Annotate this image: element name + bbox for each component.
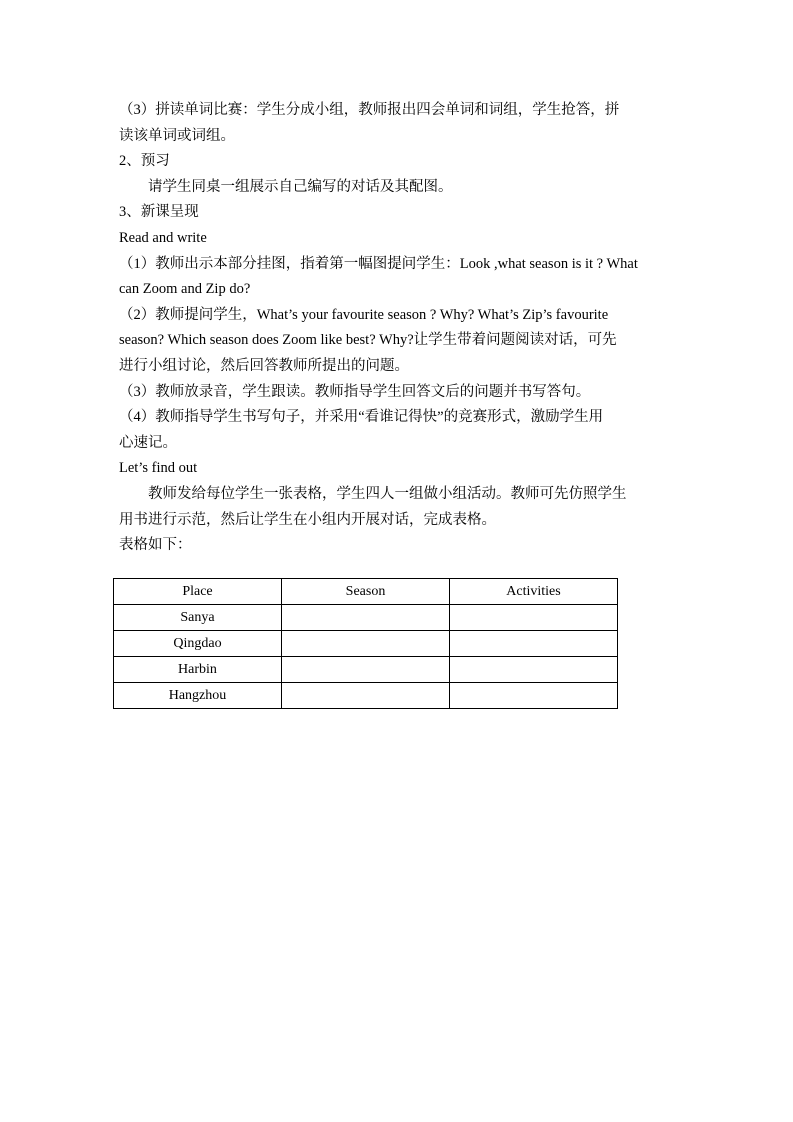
cell-season: [282, 657, 450, 683]
activity-table-wrapper: [113, 578, 618, 709]
cell-place: Harbin: [114, 657, 282, 683]
text-line-7: （1）教师出示本部分挂图，指着第一幅图提问学生：Look ,what season is it ? What: [119, 255, 638, 272]
table-header-row: [114, 579, 618, 605]
cell-activities: [450, 631, 618, 657]
cell-season: [282, 683, 450, 709]
text-line-17: 用书进行示范，然后让学生在小组内开展对话，完成表格。: [119, 511, 496, 528]
text-line-13: （4）教师指导学生书写句子，并采用“看谁记得快”的竞赛形式，激励学生用: [119, 409, 604, 426]
header-place: Place: [114, 579, 282, 605]
text-line-9: （2）教师提问学生，What’s your favourite season ? Why? What’s Zip’s favourite: [119, 306, 609, 323]
table-row: [114, 605, 618, 631]
cell-activities: [450, 605, 618, 631]
text-line-10: season? Which season does Zoom like best? Why?让学生带着问题阅读对话，可先: [119, 332, 617, 349]
cell-activities: [450, 683, 618, 709]
section-heading-new-lesson: 3、新课呈现: [119, 204, 199, 221]
table-row: [114, 631, 618, 657]
text-line-8: can Zoom and Zip do?: [119, 281, 251, 298]
text-line-18: 表格如下：: [119, 537, 192, 554]
cell-place: Hangzhou: [114, 683, 282, 709]
table-row: [114, 657, 618, 683]
text-line-1: （3）拼读单词比赛：学生分成小组，教师报出四会单词和词组，学生抢答，拼: [119, 102, 620, 118]
header-season: Season: [282, 579, 450, 605]
cell-place: Qingdao: [114, 631, 282, 657]
lesson-text: [119, 98, 675, 559]
text-line-11: 进行小组讨论，然后回答教师所提出的问题。: [119, 357, 409, 374]
text-line-14: 心速记。: [119, 434, 177, 451]
text-line-12: （3）教师放录音，学生跟读。教师指导学生回答文后的问题并书写答句。: [119, 383, 591, 400]
table-row: [114, 683, 618, 709]
cell-season: [282, 605, 450, 631]
subheading-read-and-write: Read and write: [119, 229, 207, 246]
cell-season: [282, 631, 450, 657]
text-line-16: 教师发给每位学生一张表格，学生四人一组做小组活动。教师可先仿照学生: [148, 485, 627, 502]
activity-table: [113, 578, 618, 709]
text-line-2: 读该单词或词组。: [119, 127, 235, 144]
text-line-4: 请学生同桌一组展示自己编写的对话及其配图。: [148, 178, 453, 195]
cell-activities: [450, 657, 618, 683]
header-activities: Activities: [450, 579, 618, 605]
subheading-lets-find-out: Let’s find out: [119, 460, 198, 477]
section-heading-preview: 2、预习: [119, 153, 170, 170]
cell-place: Sanya: [114, 605, 282, 631]
